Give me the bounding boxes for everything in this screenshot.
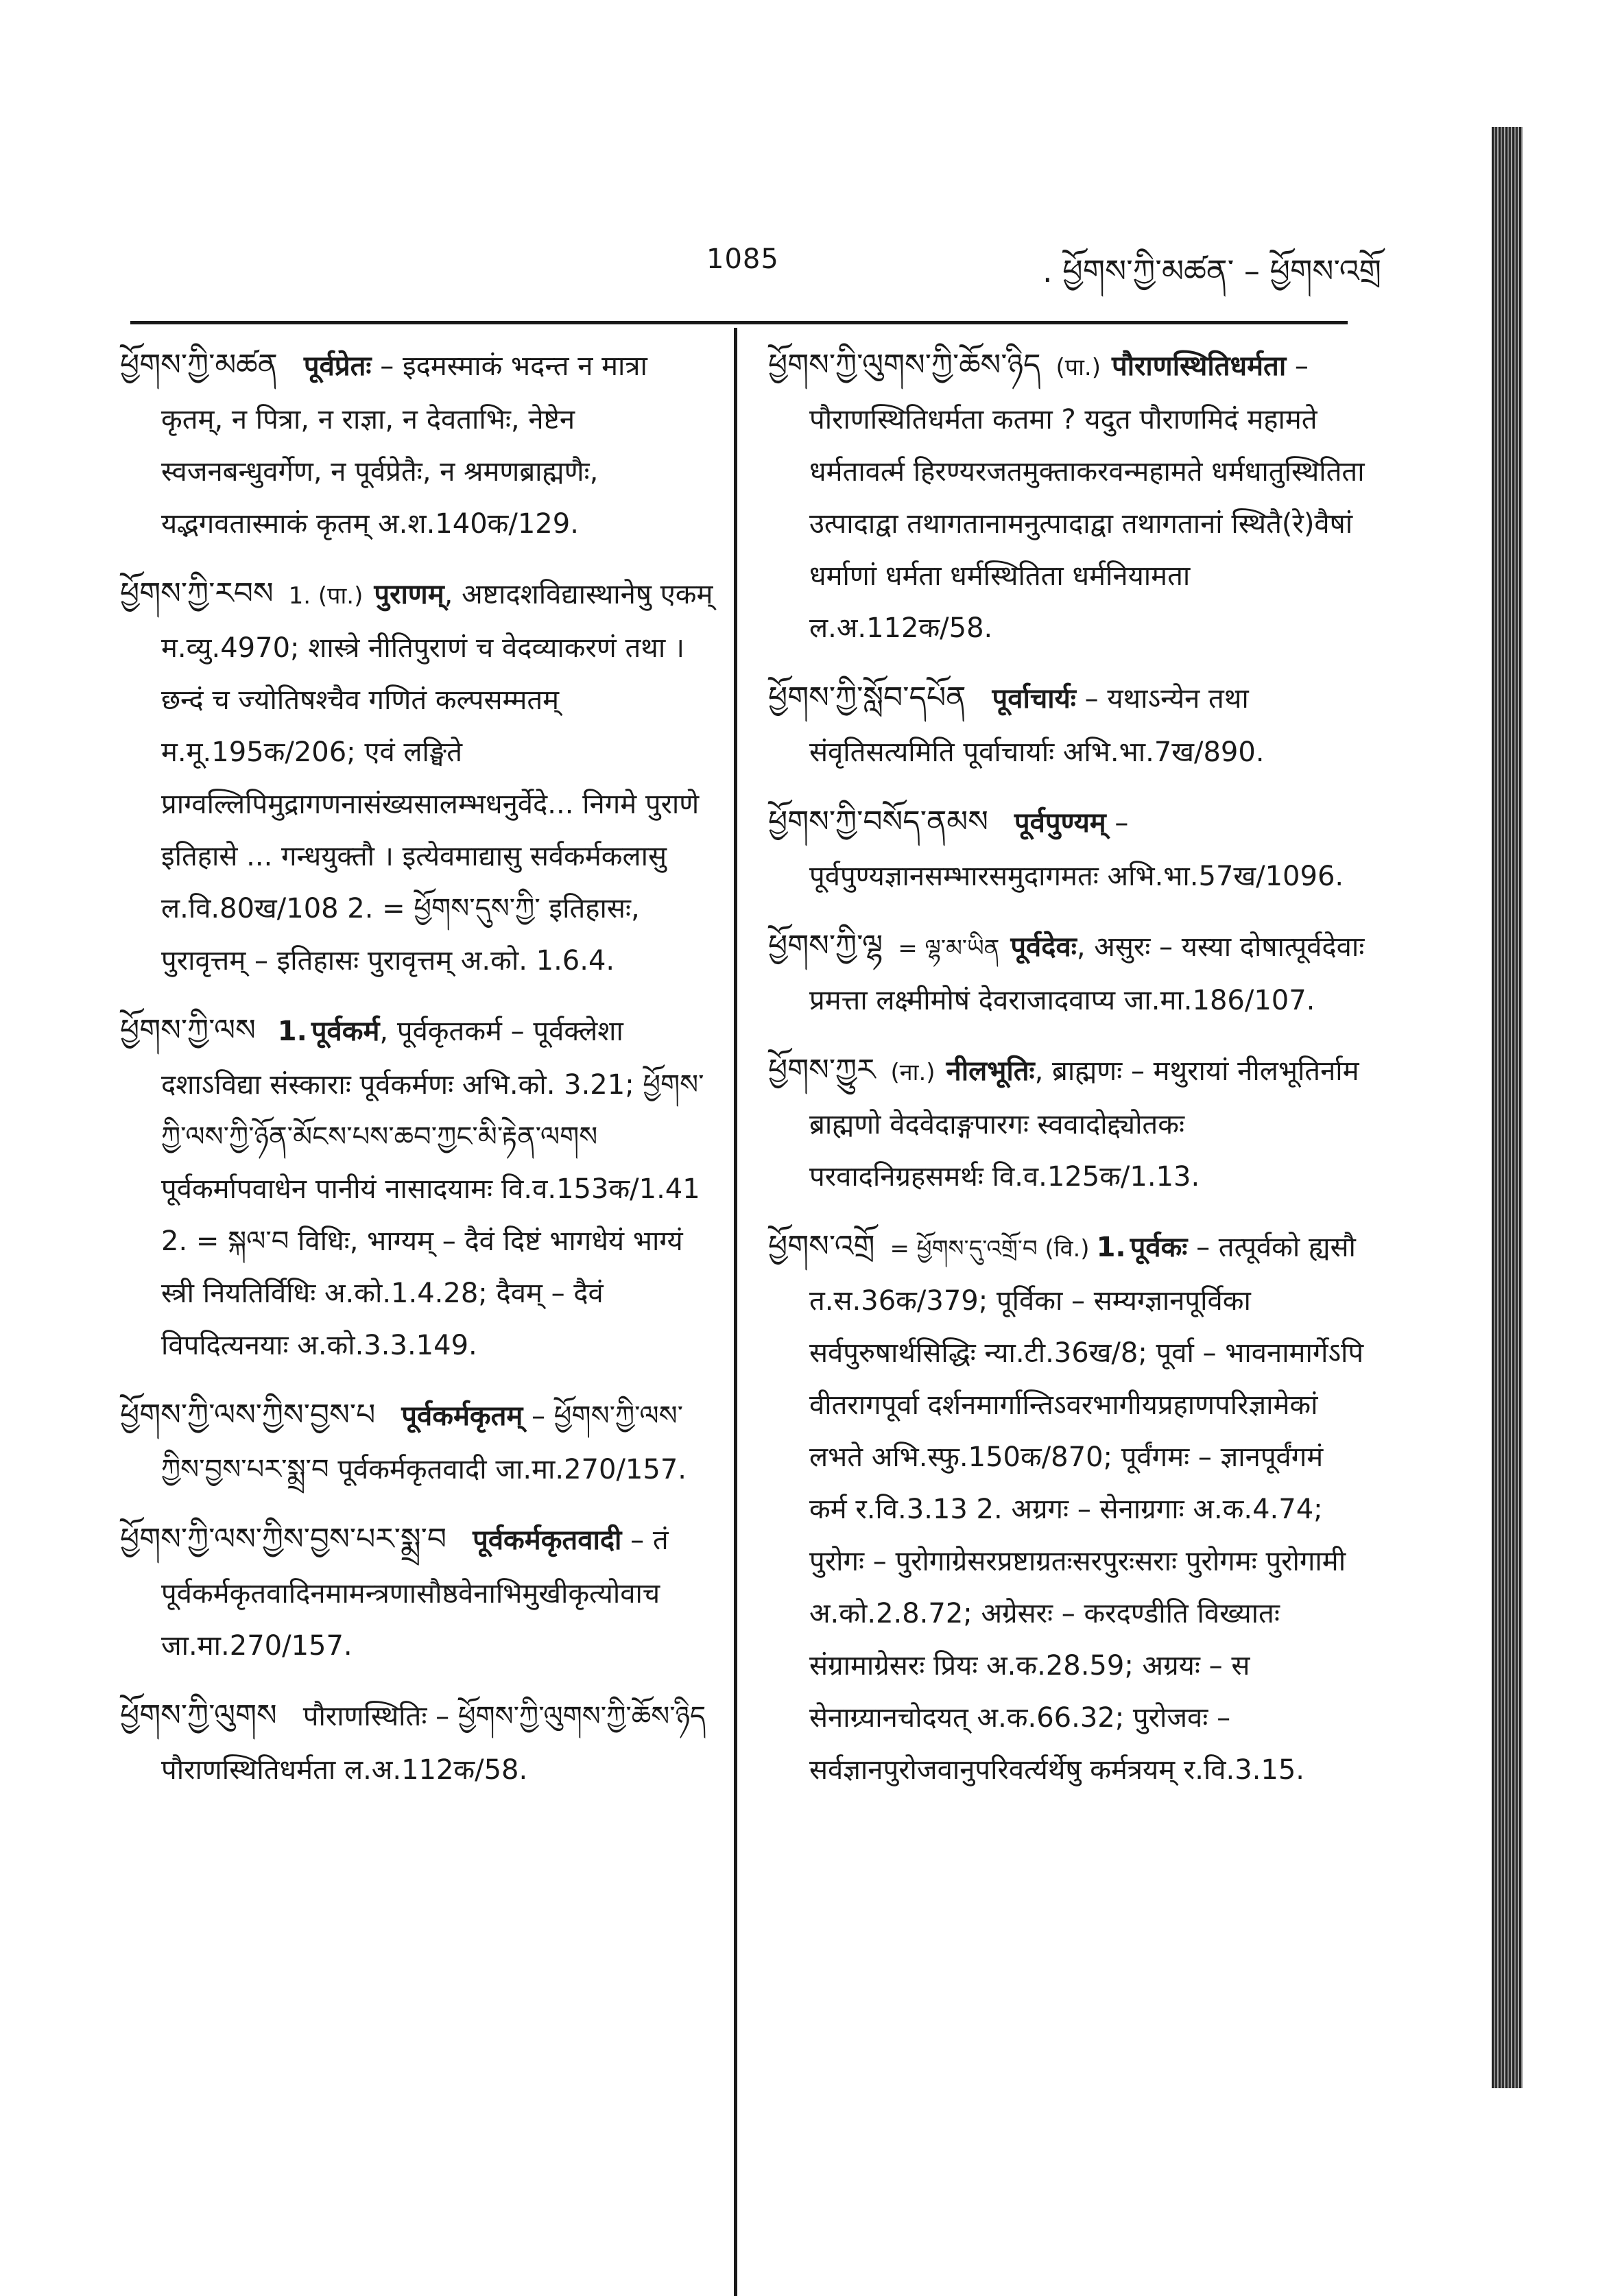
entry-text: , ब्राह्मणः – मथुरायां नीलभूतिर्नाम ब्राह्मणो वेदवेदाङ्गपारगः स्ववादोद्द्योतकः परवादनिग्रहसमर्थः वि.व.125क/1.13. — [809, 1055, 1359, 1193]
entry-text: , अष्टादशविद्यास्थानेषु एकम् म.व्यु.4970; शास्त्रे नीतिपुराणं च वेदव्याकरणं तथा । छन्दं च ज्योतिषश्चैव गणितं कल्पसम्मतम् म.मू.195क/206; एवं लङ्घिते प्राग्वल्लिपिमुद्रागणनासंख्यसालम्भधनुर्वेदे... निगमे पुराणे इतिहासे ... गन्धयुक्तौ । इत्येवमाद्यासु सर्वकर्मकलासु ल.वि.80ख/108 2. = ཕྱོགས་དུས་ཀྱི་ इतिहासः, पुरावृत्तम् – इतिहासः पुरावृत्तम् अ.को. 1.6.4. — [161, 579, 713, 977]
entry-text: – ཕྱོགས་ཀྱི་ལས་ཀྱིས་བྱས་པར་སྨྲ་བ पूर्वकर्मकृतवादी जा.मा.270/157. — [161, 1400, 687, 1485]
sense-number: 1. — [1096, 1232, 1126, 1263]
entry-text: – तत्पूर्वको ह्यसौ त.स.36क/379; पूर्विका – सम्यग्ज्ञानपूर्विका सर्वपुरुषार्थसिद्धिः न्या.टी.36ख/8; पूर्वा – भावनामार्गेऽपि वीतरागपूर्वा दर्शनमार्गान्तिऽवरभागीयप्रहाणपरिज्ञामेकां लभते अभि.स्फु.150क/870; पूर्वंगमः – ज्ञानपूर्वंगमं कर्म र.वि.3.13 2. अग्रगः – सेनाग्रगाः अ.क.4.74; पुरोगः – पुरोगाग्रेसरप्रष्टाग्रतःसरपुरःसराः पुरोगमः पुरोगामी अ.को.2.8.72; अग्रेसरः – करदण्डीति विख्यातः संग्रामाग्रेसरः प्रियः अ.क.28.59; अग्रयः – स सेनाग्र्यानचोदयत् अ.क.66.32; पुरोजवः – सर्वज्ञानपुरोजवानुपरिवर्त्यर्थेषु कर्मत्रयम् र.वि.3.15. — [809, 1232, 1364, 1786]
tibetan-headword: ཕྱོགས་ཀྱི་ལས་ཀྱིས་བྱས་པར་སྨྲ་བ — [120, 1522, 447, 1557]
sanskrit-headword: पूर्वकर्म — [311, 1016, 380, 1047]
sanskrit-headword: पूर्वप्रेतः — [303, 350, 372, 382]
entry-text: – तं पूर्वकर्मकृतवादिनमामन्त्रणासौष्ठवेनाभिमुखीकृत्योवाच जा.मा.270/157. — [161, 1524, 669, 1662]
dictionary-entry — [768, 672, 1365, 778]
sanskrit-headword: नीलभूतिः — [946, 1055, 1035, 1087]
entry-text: – पूर्वपुण्यज्ञानसम्भारसमुदागमतः अभि.भा.57ख/1096. — [809, 807, 1344, 892]
sanskrit-headword: पुराणम् — [374, 579, 444, 610]
grammar-note: 1. (पा.) — [288, 582, 363, 610]
dictionary-entry — [120, 339, 717, 550]
dictionary-entry — [120, 1389, 717, 1496]
grammar-note: = ཕྱོགས་དུ་འགྲོ་བ (वि.) — [890, 1235, 1090, 1263]
grammar-note: (ना.) — [890, 1059, 935, 1086]
sanskrit-headword: पूर्वदेवः — [1010, 931, 1077, 963]
dictionary-entry — [768, 796, 1365, 902]
tibetan-headword: ཕྱོགས་ཀྱི་བསོད་ནམས — [768, 804, 988, 839]
entry-text: , पूर्वकृतकर्म – पूर्वक्लेशा दशाऽविद्या संस्काराः पूर्वकर्मणः अभि.को. 3.21; ཕྱོགས་ཀྱི་ལས་ཀྱི་ཉོན་མོངས་པས་ཆབ་ཀྱང་མི་རྟེན་ལགས पूर्वकर्मापवाधेन पानीयं नासादयामः वि.व.153क/1.41 2. = སྐལ་བ विधिः, भाग्यम् – दैवं दिष्टं भागधेयं भाग्यं स्त्री नियतिर्विधिः अ.को.1.4.28; दैवम् – दैवं विपदित्यनयाः अ.को.3.3.149. — [161, 1016, 704, 1361]
tibetan-headword: ཕྱོགས་ཀྱུར — [768, 1053, 876, 1088]
header-entry-range: . ཕྱོགས་ཀྱི་མཚན་ – ཕྱོགས་འགྲོ — [1042, 252, 1382, 289]
tibetan-headword: ཕྱོགས་ཀྱི་ལུགས་ཀྱི་ཆོས་ཉིད — [768, 348, 1041, 383]
dictionary-entry — [768, 339, 1365, 654]
page-number: 1085 — [706, 243, 779, 275]
sanskrit-headword: पूर्वकर्मकृतवादी — [473, 1524, 622, 1556]
sanskrit-headword: पूर्वाचार्यः — [992, 683, 1076, 715]
dictionary-entry — [120, 1690, 717, 1796]
dictionary-entry — [768, 920, 1365, 1027]
tibetan-headword: ཕྱོགས་ཀྱི་མཚན — [120, 348, 278, 383]
sanskrit-headword: पूर्वपुण्यम् — [1014, 807, 1106, 839]
sanskrit-headword: पूर्वकः — [1130, 1232, 1188, 1263]
header-rule — [130, 321, 1348, 324]
scan-edge-band — [1492, 127, 1523, 2088]
sanskrit-headword: पौराणस्थितिधर्मता — [1111, 350, 1287, 382]
sanskrit-headword: पूर्वकर्मकृतम् — [401, 1400, 523, 1432]
entry-text: , असुरः – यस्या दोषात्पूर्वदेवाः प्रमत्ता लक्ष्मीमोषं देवराजादवाप्य जा.मा.186/107. — [809, 931, 1365, 1016]
dictionary-entry — [768, 1044, 1365, 1203]
tibetan-headword: ཕྱོགས་ཀྱི་ལས་ཀྱིས་བྱས་པ — [120, 1398, 376, 1433]
tibetan-headword: ཕྱོགས་ཀྱི་ལྷ — [768, 929, 883, 964]
left-column — [120, 339, 717, 1814]
column-divider — [734, 328, 737, 2296]
tibetan-headword: ཕྱོགས་འགྲོ — [768, 1229, 875, 1264]
dictionary-entry — [768, 1221, 1365, 1796]
tibetan-headword: ཕྱོགས་ཀྱི་ལུགས — [120, 1698, 277, 1733]
entry-text: – यथाऽन्येन तथा संवृतिसत्यमिति पूर्वाचार्याः अभि.भा.7ख/890. — [809, 683, 1265, 768]
right-column — [768, 339, 1365, 1814]
grammar-note: = ལྷ་མ་ཡིན — [898, 935, 1000, 962]
grammar-note: (पा.) — [1056, 354, 1101, 381]
entry-text: पौराणस्थितिः – ཕྱོགས་ཀྱི་ལུགས་ཀྱི་ཆོས་ཉིད पौराणस्थितिधर्मता ल.अ.112क/58. — [161, 1701, 706, 1786]
tibetan-headword: ཕྱོགས་ཀྱི་སློབ་དཔོན — [768, 680, 966, 715]
tibetan-headword: ཕྱོགས་ཀྱི་ལས — [120, 1013, 256, 1048]
dictionary-entry — [120, 568, 717, 987]
entry-text: – इदमस्माकं भदन्त न मात्रा कृतम्, न पित्रा, न राज्ञा, न देवताभिः, नेष्टेन स्वजनबन्धुवर्गेण, न पूर्वप्रेतैः, न श्रमणब्राह्मणैः, यद्भगवतास्माकं कृतम् अ.श.140क/129. — [161, 350, 647, 540]
dictionary-entry — [120, 1005, 717, 1372]
dictionary-entry — [120, 1514, 717, 1672]
entry-text: – पौराणस्थितिधर्मता कतमा ? यदुत पौराणमिदं महामते धर्मतावर्त्म हिरण्यरजतमुक्ताकरवन्महामते धर्मधातुस्थितिता उत्पादाद्वा तथागतानामनुत्पादाद्वा तथागतानां स्थितै(रे)वैषां धर्माणां धर्मता धर्मस्थितिता धर्मनियामता ल.अ.112क/58. — [809, 350, 1365, 644]
sense-number: 1. — [277, 1016, 307, 1047]
tibetan-headword: ཕྱོགས་ཀྱི་རབས — [120, 576, 274, 611]
